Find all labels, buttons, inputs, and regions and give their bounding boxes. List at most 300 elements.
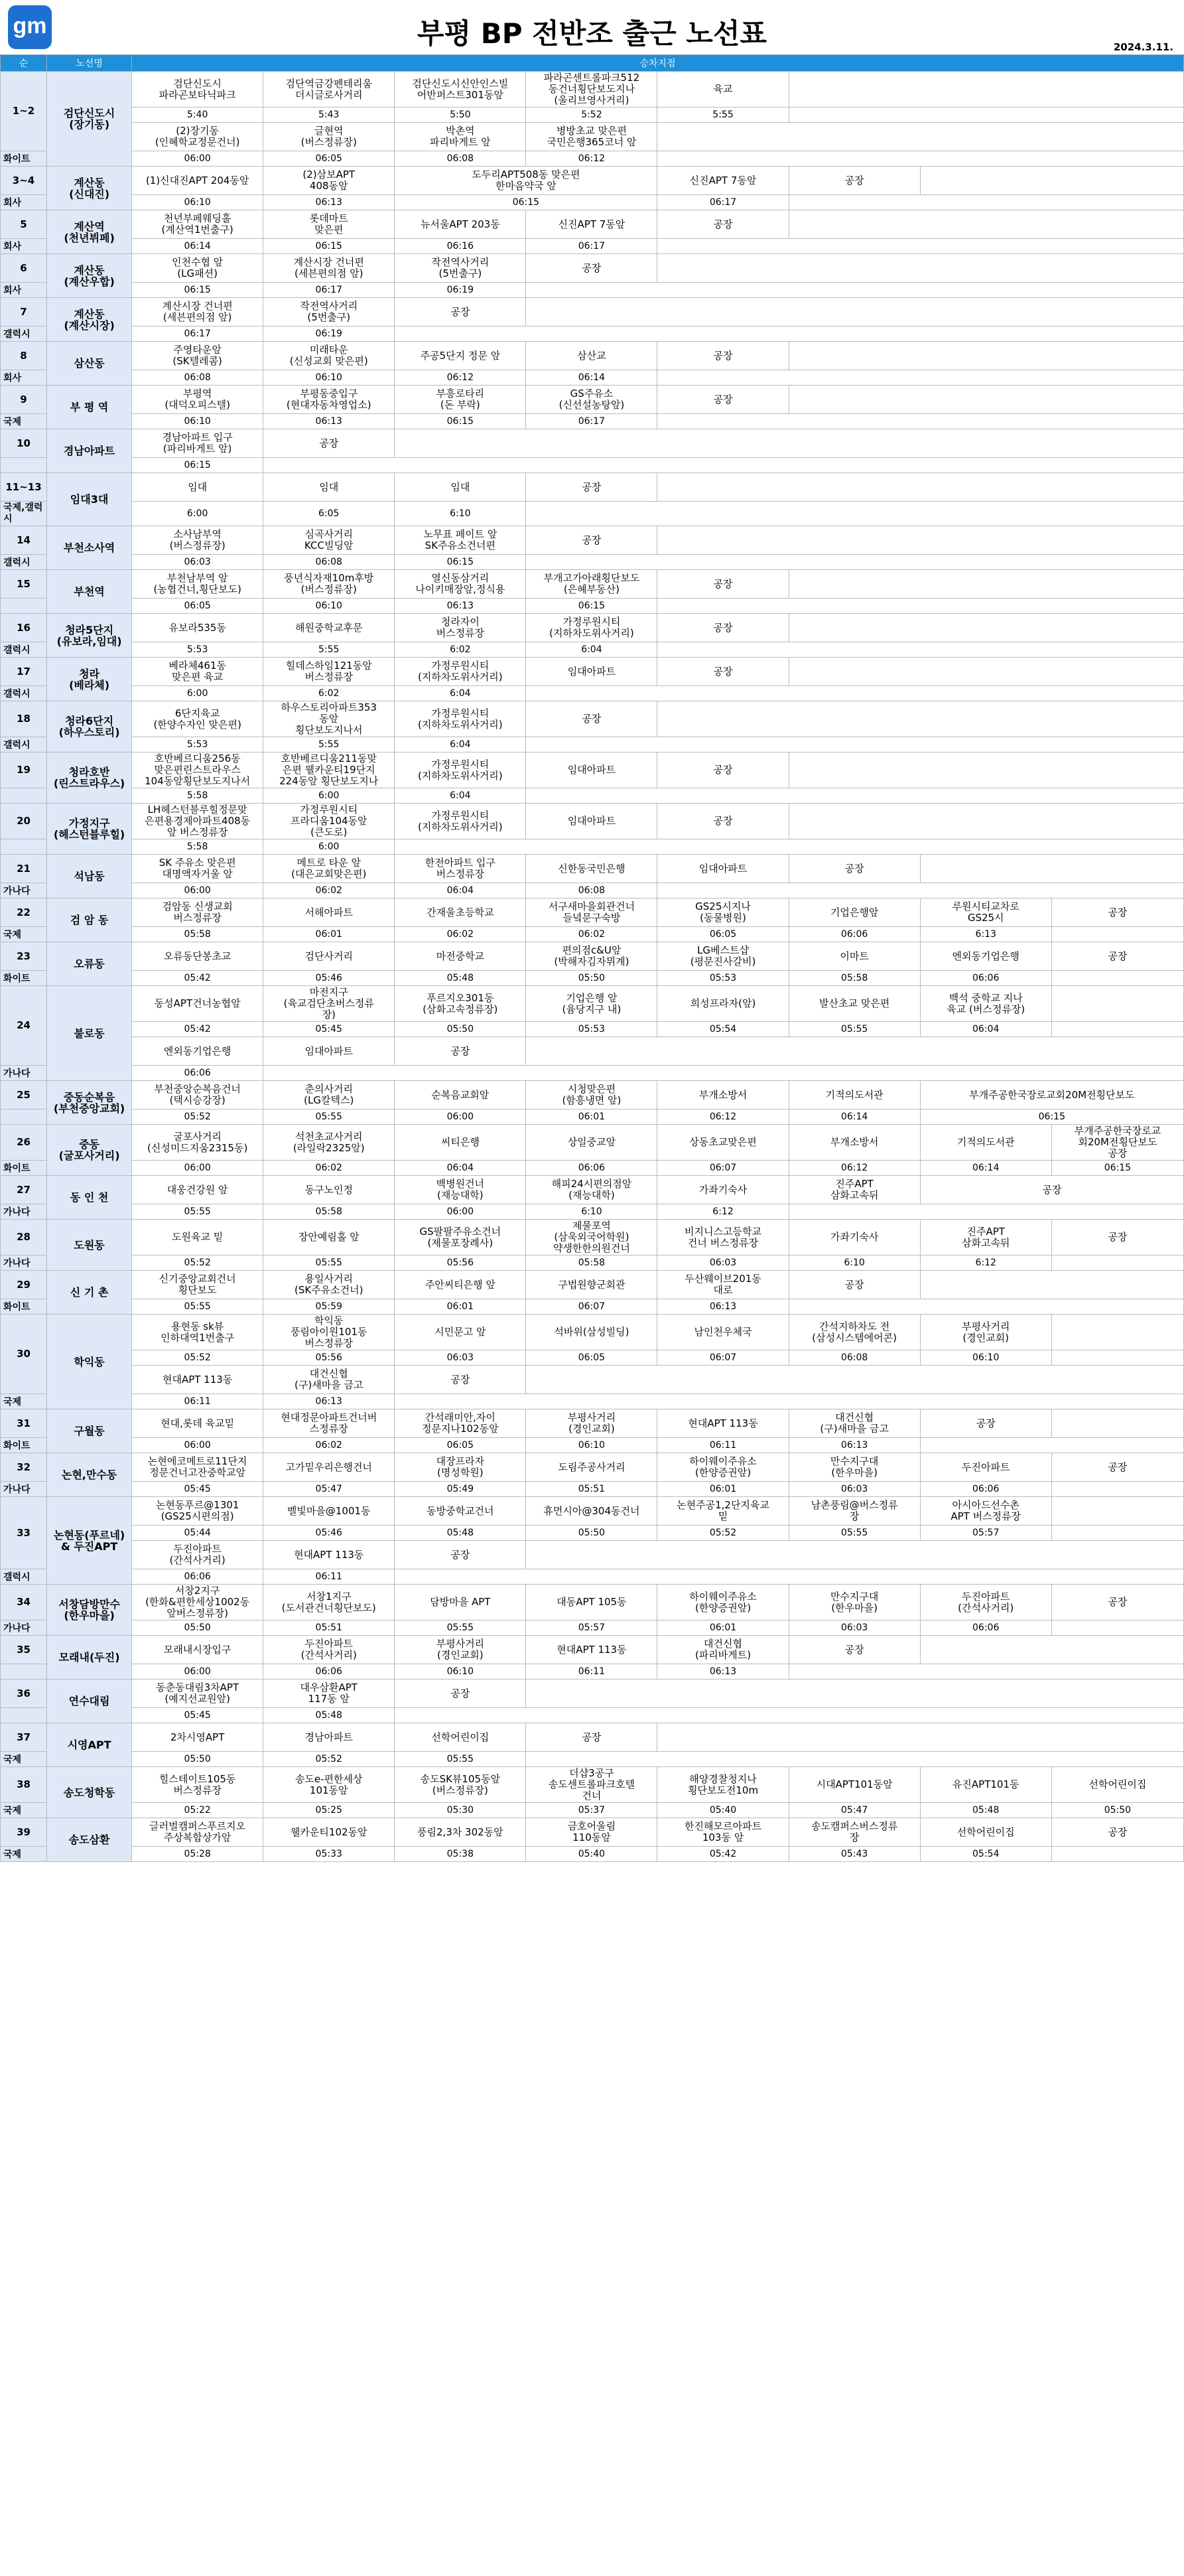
departure-time: 06:15 (920, 1109, 1183, 1125)
bus-company: 회사 (1, 370, 47, 386)
route-number: 15 (1, 570, 47, 599)
stop-name: (2)장기동 (인혜학교정문건너) (132, 123, 263, 151)
route-time-row (1, 1526, 1184, 1541)
route-stop-row (1, 942, 1184, 971)
empty-cell (1051, 971, 1183, 986)
sheet-date: 2024.3.11. (1113, 41, 1173, 53)
stop-name: 가좌기숙사 (657, 1176, 789, 1204)
empty-cell (789, 1204, 1183, 1220)
bus-company: 가나다 (1, 1066, 47, 1081)
route-name: 송도청학동 (47, 1767, 132, 1818)
departure-time: 06:13 (657, 1299, 789, 1315)
departure-time: 05:50 (132, 1752, 263, 1767)
col-stops-header: 승차지점 (132, 55, 1184, 72)
stop-name: 글러벌캠퍼스푸르지오 주상복합상가앞 (132, 1818, 263, 1847)
empty-cell (920, 855, 1183, 883)
route-stop-row (1, 1497, 1184, 1526)
stop-name: (1)신대진APT 204동앞 (132, 167, 263, 195)
route-stop-row (1, 167, 1184, 195)
departure-time: 06:01 (263, 927, 395, 942)
route-number: 34 (1, 1585, 47, 1620)
route-stop-row (1, 386, 1184, 414)
route-number: 8 (1, 342, 47, 370)
departure-time: 06:03 (395, 1350, 526, 1366)
departure-time: 05:40 (526, 1847, 657, 1862)
departure-time: 05:47 (263, 1482, 395, 1497)
bus-company: 국제 (1, 927, 47, 942)
departure-time: 06:10 (920, 1350, 1051, 1366)
bus-company (1, 1708, 47, 1723)
stop-name: 공장 (920, 1176, 1183, 1204)
stop-name: 부평사거리 (경인교회) (526, 1409, 657, 1438)
departure-time: 06:15 (526, 599, 657, 614)
route-number: 24 (1, 986, 47, 1066)
departure-time: 06:06 (920, 1620, 1051, 1636)
departure-time: 06:15 (132, 283, 263, 298)
route-time-row (1, 788, 1184, 804)
empty-cell (526, 555, 1184, 570)
departure-time: 6:10 (526, 1204, 657, 1220)
route-name: 가정지구 (헤스턴블루힐) (47, 804, 132, 855)
stop-name: 2차시영APT (132, 1723, 263, 1752)
bus-company: 갤럭시 (1, 686, 47, 701)
stop-name: 간석지하차도 전 (삼성시스템에어콘) (789, 1315, 920, 1350)
empty-cell (526, 502, 1184, 526)
stop-name: 도두리APT508동 맞은편 한마음약국 앞 (395, 167, 657, 195)
departure-time: 06:15 (395, 555, 526, 570)
route-number: 27 (1, 1176, 47, 1204)
route-name: 청라6단지 (하우스토리) (47, 701, 132, 752)
stop-name: 공장 (789, 855, 920, 883)
empty-cell (526, 1037, 1184, 1066)
departure-time: 5:53 (132, 737, 263, 752)
route-stop-row (1, 986, 1184, 1022)
route-stop-row (1, 1220, 1184, 1255)
stop-name: 신진APT 7동앞 (657, 167, 789, 195)
bus-company: 국제 (1, 1847, 47, 1862)
stop-name: 굴포사거리 (신성미드지움2315동) (132, 1125, 263, 1161)
empty-cell (657, 414, 1184, 429)
empty-cell (395, 1569, 1184, 1585)
stop-name: 논현에코메트로11단지 정문건너고잔중학교앞 (132, 1453, 263, 1482)
stop-name: 기적의도서관 (920, 1125, 1051, 1161)
bus-company: 화이트 (1, 1438, 47, 1453)
empty-cell (263, 1066, 1184, 1081)
stop-name: 제물포역 (삼욱외국어학원) 약생한한의원건너 (526, 1220, 657, 1255)
departure-time: 5:55 (263, 737, 395, 752)
departure-time: 06:03 (789, 1482, 920, 1497)
stop-name: 동방중학교건너 (395, 1497, 526, 1526)
stop-name: 대건신협 (구)새마을 금고 (789, 1409, 920, 1438)
stop-name: 현대APT 113동 (263, 1541, 395, 1569)
departure-time: 05:50 (526, 971, 657, 986)
departure-time: 06:17 (657, 195, 789, 210)
route-time-row (1, 414, 1184, 429)
stop-name: 공장 (789, 167, 920, 195)
bus-company: 가나다 (1, 1620, 47, 1636)
stop-name: 삼산교 (526, 342, 657, 370)
gm-logo: gm (8, 5, 52, 49)
route-number: 19 (1, 752, 47, 788)
route-name: 서창담방만수 (한우마을) (47, 1585, 132, 1636)
stop-name: 대웅건강원 앞 (132, 1176, 263, 1204)
route-time-row (1, 1752, 1184, 1767)
route-name: 부 평 역 (47, 386, 132, 429)
route-stop-row (1, 123, 1184, 151)
stop-name: 발산초교 맞은편 (789, 986, 920, 1022)
departure-time: 06:06 (789, 927, 920, 942)
departure-time: 06:13 (395, 599, 526, 614)
departure-time: 06:12 (657, 1109, 789, 1125)
departure-time: 5:58 (132, 788, 263, 804)
empty-cell (920, 1636, 1183, 1664)
empty-cell (789, 1299, 1183, 1315)
departure-time: 05:51 (263, 1620, 395, 1636)
stop-name: 육교 (657, 72, 789, 107)
departure-time: 06:14 (789, 1109, 920, 1125)
route-stop-row (1, 1125, 1184, 1161)
empty-cell (263, 458, 1184, 473)
route-time-row (1, 642, 1184, 658)
departure-time: 05:52 (657, 1526, 789, 1541)
stop-name: 도원육교 밑 (132, 1220, 263, 1255)
departure-time: 06:10 (526, 1438, 657, 1453)
route-stop-row (1, 298, 1184, 326)
departure-time: 06:13 (657, 1664, 789, 1680)
stop-name: 임대아파트 (526, 804, 657, 839)
departure-time: 05:52 (132, 1350, 263, 1366)
empty-cell (657, 599, 1184, 614)
stop-name: LG베스트샵 (평문진사갈비) (657, 942, 789, 971)
departure-time: 06:14 (526, 370, 657, 386)
stop-name: 부평동중입구 (현대자동차영업소) (263, 386, 395, 414)
empty-cell (657, 254, 1184, 283)
stop-name: 공장 (526, 254, 657, 283)
stop-name: 심곡사거리 KCC빌딩앞 (263, 526, 395, 555)
departure-time: 5:52 (526, 107, 657, 123)
stop-name: 공장 (657, 386, 789, 414)
empty-cell (526, 737, 1184, 752)
departure-time: 05:45 (263, 1022, 395, 1037)
departure-time: 05:47 (789, 1803, 920, 1818)
bus-company: 국제,갤럭시 (1, 502, 47, 526)
departure-time: 06:19 (263, 326, 395, 342)
route-number: 39 (1, 1818, 47, 1847)
stop-name: 임대 (395, 473, 526, 502)
departure-time: 06:00 (132, 1664, 263, 1680)
stop-name: 경남아파트 (263, 1723, 395, 1752)
route-name: 경남아파트 (47, 429, 132, 473)
departure-time: 06:10 (263, 370, 395, 386)
stop-name: 남인천우체국 (657, 1315, 789, 1350)
departure-time: 06:08 (263, 555, 395, 570)
stop-name: 주공5단지 정문 앞 (395, 342, 526, 370)
route-time-row (1, 1438, 1184, 1453)
stop-name: 공장 (657, 342, 789, 370)
departure-time: 06:12 (395, 370, 526, 386)
departure-time: 05:52 (132, 1109, 263, 1125)
stop-name: 가정루원시티 프라디움104동앞 (큰도로) (263, 804, 395, 839)
route-name: 계산역 (천년뷔페) (47, 210, 132, 254)
departure-time: 06:00 (132, 883, 263, 898)
empty-cell (1051, 1482, 1183, 1497)
empty-cell (1051, 1315, 1183, 1350)
departure-time: 06:13 (789, 1438, 920, 1453)
departure-time: 6:00 (263, 788, 395, 804)
stop-name: 6단지육교 (한양수자인 맞은편) (132, 701, 263, 737)
route-name: 연수대림 (47, 1680, 132, 1723)
empty-cell (789, 342, 1183, 370)
departure-time: 06:10 (395, 1664, 526, 1680)
stop-name: 춘의사거리 (LG칼텍스) (263, 1081, 395, 1109)
stop-name: 비지니스고등학교 건너 버스정류장 (657, 1220, 789, 1255)
bus-company: 회사 (1, 239, 47, 254)
departure-time: 6:10 (395, 502, 526, 526)
table-header-row (1, 55, 1184, 72)
route-name: 검단신도시 (장기동) (47, 72, 132, 167)
route-name: 석남동 (47, 855, 132, 898)
route-stop-row (1, 1315, 1184, 1350)
bus-company: 국제 (1, 414, 47, 429)
empty-cell (920, 1271, 1183, 1299)
bus-company: 회사 (1, 195, 47, 210)
stop-name: 기적의도서관 (789, 1081, 920, 1109)
stop-name: 공장 (789, 1271, 920, 1299)
empty-cell (657, 1723, 1184, 1752)
route-number: 38 (1, 1767, 47, 1803)
bus-company: 가나다 (1, 1482, 47, 1497)
stop-name: 장안예림홀 앞 (263, 1220, 395, 1255)
route-time-row (1, 458, 1184, 473)
empty-cell (1051, 1350, 1183, 1366)
route-stop-row (1, 1366, 1184, 1394)
route-time-row (1, 195, 1184, 210)
empty-cell (657, 883, 1184, 898)
route-time-row (1, 1066, 1184, 1081)
route-time-row (1, 686, 1184, 701)
stop-name: 공장 (657, 658, 789, 686)
bus-company: 국제 (1, 1752, 47, 1767)
empty-cell (657, 701, 1184, 737)
bus-company: 국제 (1, 1803, 47, 1818)
stop-name: 용일사거리 (SK주유소건너) (263, 1271, 395, 1299)
route-stop-row (1, 1585, 1184, 1620)
route-time-row (1, 1161, 1184, 1176)
stop-name: 임대아파트 (526, 658, 657, 686)
route-number: 5 (1, 210, 47, 239)
route-stop-row (1, 804, 1184, 839)
stop-name: 두진아파트 (간석사거리) (920, 1585, 1051, 1620)
route-time-row (1, 1394, 1184, 1409)
stop-name: 공장 (1051, 1453, 1183, 1482)
departure-time: 05:48 (395, 971, 526, 986)
empty-cell (395, 1394, 1184, 1409)
stop-name: 신진APT 7동앞 (526, 210, 657, 239)
departure-time: 5:43 (263, 107, 395, 123)
route-stop-row (1, 1723, 1184, 1752)
departure-time: 05:50 (1051, 1803, 1183, 1818)
stop-name: 호반베르디움256동 맞은편린스트라우스 104동앞횡단보도지나서 (132, 752, 263, 788)
route-time-row (1, 502, 1184, 526)
stop-name: 오류동단봉초교 (132, 942, 263, 971)
departure-time: 05:43 (789, 1847, 920, 1862)
departure-time: 05:40 (657, 1803, 789, 1818)
stop-name: 열신동삼거리 나이키매장앞,정식용 (395, 570, 526, 599)
departure-time: 6:04 (395, 788, 526, 804)
departure-time: 05:42 (657, 1847, 789, 1862)
stop-name: LH헤스턴블루힐정문맞 은편용경제아파트408동 앞 버스정류장 (132, 804, 263, 839)
stop-name: 공장 (526, 1723, 657, 1752)
route-time-row (1, 239, 1184, 254)
stop-name: 검암동 신생교회 버스정류장 (132, 898, 263, 927)
stop-name: 현대,롯데 육교밑 (132, 1409, 263, 1438)
departure-time: 06:10 (132, 414, 263, 429)
empty-cell (657, 239, 1184, 254)
stop-name: 두진아파트 (간석사거리) (132, 1541, 263, 1569)
stop-name: 현대APT 113동 (526, 1636, 657, 1664)
stop-name: 동성APT건너농협앞 (132, 986, 263, 1022)
departure-time: 06:17 (132, 326, 263, 342)
departure-time: 05:55 (395, 1752, 526, 1767)
stop-name: 주안씨티은행 앞 (395, 1271, 526, 1299)
departure-time: 06:05 (526, 1350, 657, 1366)
departure-time: 06:00 (132, 1161, 263, 1176)
departure-time: 06:00 (395, 1204, 526, 1220)
stop-name: 힐데스하임121동앞 버스정류장 (263, 658, 395, 686)
route-name: 청라5단지 (유보라,임대) (47, 614, 132, 658)
departure-time: 06:08 (789, 1350, 920, 1366)
departure-time: 05:46 (263, 1526, 395, 1541)
empty-cell (395, 326, 1184, 342)
stop-name: 해양경찰청지나 횡단보도전10m (657, 1767, 789, 1803)
stop-name: 한전아파트 입구 버스정류장 (395, 855, 526, 883)
route-stop-row (1, 701, 1184, 737)
departure-time: 6:10 (789, 1255, 920, 1271)
departure-time: 5:40 (132, 107, 263, 123)
departure-time: 5:53 (132, 642, 263, 658)
departure-time: 05:55 (789, 1022, 920, 1037)
route-stop-row (1, 898, 1184, 927)
bus-company: 갤럭시 (1, 555, 47, 570)
departure-time: 06:12 (526, 151, 657, 167)
route-name: 계산동 (신대진) (47, 167, 132, 210)
stop-name: 글현역 (버스정류장) (263, 123, 395, 151)
departure-time: 6:00 (132, 686, 263, 701)
col-no-header: 순 (1, 55, 47, 72)
departure-time: 06:06 (132, 1569, 263, 1585)
departure-time: 06:11 (132, 1394, 263, 1409)
route-stop-row (1, 254, 1184, 283)
route-name: 삼산동 (47, 342, 132, 386)
bus-company (1, 1109, 47, 1125)
departure-time: 06:17 (263, 283, 395, 298)
route-table-body (1, 72, 1184, 1862)
stop-name: 임대 (263, 473, 395, 502)
route-number: 28 (1, 1220, 47, 1255)
stop-name: 현대APT 113동 (132, 1366, 263, 1394)
bus-company: 화이트 (1, 151, 47, 167)
departure-time: 5:55 (657, 107, 789, 123)
stop-name: 마전중학교 (395, 942, 526, 971)
stop-name: GS팔팔주유소건너 (제물포장례사) (395, 1220, 526, 1255)
route-number: 7 (1, 298, 47, 326)
empty-cell (1051, 1255, 1183, 1271)
departure-time: 05:25 (263, 1803, 395, 1818)
stop-name: 한진해모르아파트 103동 앞 (657, 1818, 789, 1847)
route-time-row (1, 370, 1184, 386)
stop-name: 뉴서울APT 203동 (395, 210, 526, 239)
stop-name: 씨티은행 (395, 1125, 526, 1161)
departure-time: 06:15 (132, 458, 263, 473)
departure-time: 05:52 (132, 1255, 263, 1271)
stop-name: 공장 (1051, 942, 1183, 971)
departure-time: 05:48 (263, 1708, 395, 1723)
stop-name: 학익동 풍림아이원101동 버스정류장 (263, 1315, 395, 1350)
empty-cell (395, 1708, 1184, 1723)
stop-name: 대동APT 105동 (526, 1585, 657, 1620)
stop-name: 공장 (395, 1541, 526, 1569)
route-time-row (1, 1299, 1184, 1315)
departure-time: 06:06 (132, 1066, 263, 1081)
route-table (0, 54, 1184, 1862)
departure-time: 06:15 (263, 239, 395, 254)
stop-name: 공장 (526, 526, 657, 555)
stop-name: 가정루원시티 (지하차도위사거리) (395, 804, 526, 839)
route-time-row (1, 1482, 1184, 1497)
departure-time: 06:17 (526, 239, 657, 254)
stop-name: 서구새마을회관건너 들녘문구숙방 (526, 898, 657, 927)
empty-cell (526, 283, 1184, 298)
stop-name: 동춘동대림3차APT (예지선교원앞) (132, 1680, 263, 1708)
stop-name: 송도SK뷰105동앞 (버스정류장) (395, 1767, 526, 1803)
departure-time: 06:16 (395, 239, 526, 254)
stop-name: 루원시티교차로 GS25시 (920, 898, 1051, 927)
departure-time: 05:55 (263, 1255, 395, 1271)
stop-name: 해원중학교후문 (263, 614, 395, 642)
departure-time: 06:15 (1051, 1161, 1183, 1176)
departure-time: 06:15 (395, 195, 657, 210)
route-number: 30 (1, 1315, 47, 1394)
bus-company (1, 458, 47, 473)
departure-time: 05:57 (920, 1526, 1051, 1541)
stop-name: 하우스토리아파트353 동앞 횡단보도지나서 (263, 701, 395, 737)
stop-name: 공장 (789, 1636, 920, 1664)
route-number: 21 (1, 855, 47, 883)
stop-name: 가정루원시티 (지하차도위사거리) (395, 752, 526, 788)
route-number: 11~13 (1, 473, 47, 502)
stop-name: 공장 (395, 298, 526, 326)
route-time-row (1, 927, 1184, 942)
departure-time: 05:55 (395, 1620, 526, 1636)
stop-name: 해피24시편의점앞 (재능대학) (526, 1176, 657, 1204)
route-name: 계산동 (계산시장) (47, 298, 132, 342)
empty-cell (395, 429, 1184, 458)
stop-name: 마전지구 (육교검단초버스정류 장) (263, 986, 395, 1022)
route-name: 계산동 (계산우합) (47, 254, 132, 298)
stop-name: 서창2지구 (한화&편한세상1002동 앞버스정류장) (132, 1585, 263, 1620)
stop-name: 작전역사거리 (5번출구) (395, 254, 526, 283)
departure-time: 06:00 (132, 151, 263, 167)
route-time-row (1, 1803, 1184, 1818)
route-stop-row (1, 1176, 1184, 1204)
stop-name: 상일중교앞 (526, 1125, 657, 1161)
empty-cell (1051, 1022, 1183, 1037)
stop-name: 검단신도시 파라곤보타닉파크 (132, 72, 263, 107)
empty-cell (657, 473, 1184, 502)
departure-time: 06:07 (526, 1299, 657, 1315)
bus-company: 화이트 (1, 1161, 47, 1176)
departure-time: 6:02 (395, 642, 526, 658)
